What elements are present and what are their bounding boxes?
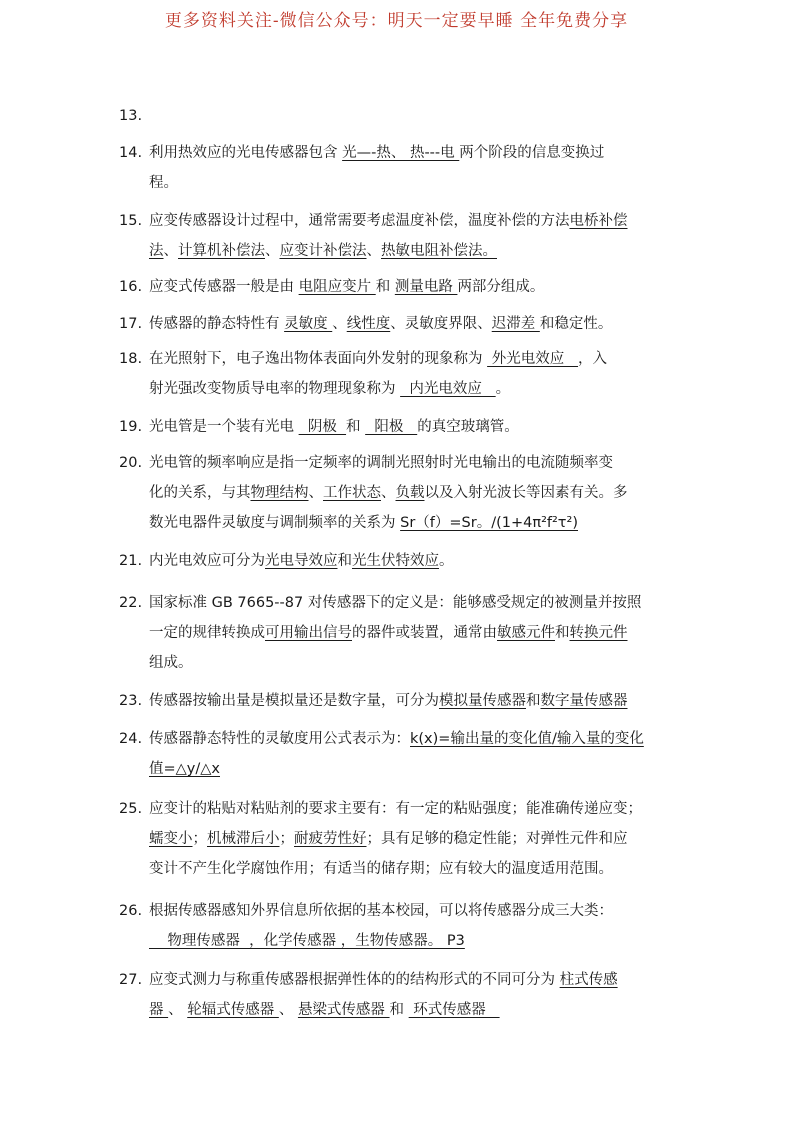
- question-number: 21.: [119, 553, 143, 569]
- question-number: 24.: [119, 731, 143, 747]
- question-item: [119, 794, 679, 884]
- answer-text: 迟滞差: [491, 316, 540, 332]
- question-number: 18.: [119, 351, 143, 367]
- question-text: 的器件或装置，通常由: [352, 625, 497, 641]
- question-line: [149, 236, 679, 266]
- question-text: 两个阶段的信息变换过: [459, 145, 605, 161]
- question-line: [119, 138, 679, 168]
- answer-text: 物理传感器 ，化学传感器 ，生物传感器。 P3: [149, 933, 465, 949]
- question-text: 两部分组成。: [457, 279, 545, 295]
- question-item: [119, 896, 679, 956]
- question-line: [149, 926, 679, 956]
- question-item: [119, 448, 679, 538]
- answer-text: 电阻应变片: [298, 279, 376, 295]
- question-text: 国家标准 GB 7665--87 对传感器下的定义是：能够感受规定的被测量并按照: [149, 595, 642, 611]
- question-text: 传感器按输出量是模拟量还是数字量，可分为: [149, 693, 439, 709]
- question-text: 和: [375, 279, 395, 295]
- question-text: 应变式测力与称重传感器根据弹性体的的结构形式的不同可分为: [149, 972, 560, 988]
- question-text: 在光照射下，电子逸出物体表面向外发射的现象称为: [149, 351, 488, 367]
- question-line: [119, 412, 679, 442]
- question-line: [119, 546, 679, 576]
- answer-text: 蠕变小: [149, 831, 193, 847]
- question-line: [149, 648, 679, 678]
- question-item: [119, 724, 679, 784]
- question-line: [149, 854, 679, 884]
- answer-text: 外光电效应: [487, 351, 579, 367]
- question-text: 一定的规律转换成: [149, 625, 265, 641]
- answer-text: 耐疲劳性好: [294, 831, 367, 847]
- question-item: [119, 206, 679, 266]
- question-text: 和稳定性。: [539, 316, 613, 332]
- question-number: 13.: [119, 108, 143, 124]
- question-text: 、: [381, 485, 396, 501]
- question-text: 光电管的频率响应是指一定频率的调制光照射时光电输出的电流随频率变: [149, 455, 613, 471]
- question-text: 利用热效应的光电传感器包含: [149, 145, 343, 161]
- question-line: [119, 965, 679, 995]
- page-header-banner: 更多资料关注-微信公众号：明天一定要早睡 全年免费分享: [164, 11, 629, 31]
- question-item: [119, 546, 679, 576]
- answer-text: 悬梁式传感器: [297, 1002, 390, 1018]
- question-text: 、灵敏度界限、: [390, 316, 492, 332]
- answer-text: 柱式传感: [559, 972, 618, 988]
- question-item: [119, 686, 679, 716]
- question-text: 组成。: [149, 655, 193, 671]
- question-number: 25.: [119, 801, 143, 817]
- answer-text: 电桥补偿: [569, 213, 628, 229]
- question-number: 19.: [119, 419, 143, 435]
- answer-text: Sr（f）=Sr。/(1+4π²f²τ²): [400, 515, 578, 531]
- answer-text: 器: [149, 1002, 169, 1018]
- answer-text: 法: [149, 243, 164, 259]
- question-text: 传感器静态特性的灵敏度用公式表示为：: [149, 731, 410, 747]
- question-text: 程。: [149, 175, 178, 191]
- answer-text: 光电导效应: [265, 553, 338, 569]
- question-text: ；: [192, 831, 207, 847]
- question-text: 和: [346, 419, 366, 435]
- answer-text: 模拟量传感器: [439, 693, 526, 709]
- question-text: 射光强改变物质导电率的物理现象称为: [149, 381, 401, 397]
- question-text: 。: [495, 381, 511, 397]
- question-line: [119, 272, 679, 302]
- answer-text: 计算机补偿法: [178, 243, 265, 259]
- answer-text: k(x)=输出量的变化值/输入量的变化: [410, 731, 644, 747]
- question-text: 应变式传感器一般是由: [149, 279, 299, 295]
- question-text: 应变传感器设计过程中，通常需要考虑温度补偿，温度补偿的方法: [149, 213, 570, 229]
- question-text: 、: [265, 243, 280, 259]
- question-text: 、: [332, 316, 347, 332]
- question-item: [119, 101, 679, 131]
- answer-text: 热敏电阻补偿法。: [381, 243, 497, 259]
- question-line: [149, 618, 679, 648]
- question-text: 根据传感器感知外界信息所依据的基本校园，可以将传感器分成三大类：: [149, 903, 613, 919]
- question-line: [119, 344, 679, 374]
- question-item: [119, 412, 679, 442]
- answer-text: 敏感元件: [497, 625, 555, 641]
- question-line: [119, 724, 679, 754]
- answer-text: 负载: [395, 485, 425, 501]
- question-line: [119, 448, 679, 478]
- question-line: [119, 588, 679, 618]
- question-text: ；: [279, 831, 294, 847]
- answer-text: 内光电效应: [400, 381, 496, 397]
- question-text: ，入: [578, 351, 608, 367]
- question-text: 光电管是一个装有光电: [149, 419, 299, 435]
- answer-text: 可用输出信号: [265, 625, 352, 641]
- question-line: [119, 896, 679, 926]
- question-line: [149, 824, 679, 854]
- question-text: 以及入射光波长等因素有关。多: [424, 485, 628, 501]
- answer-text: 数字量传感器: [540, 693, 628, 709]
- question-line: [149, 754, 679, 784]
- question-line: [119, 794, 679, 824]
- answer-text: 转换元件: [569, 625, 628, 641]
- question-item: [119, 138, 679, 198]
- question-number: 22.: [119, 595, 143, 611]
- question-number: 27.: [119, 972, 143, 988]
- question-item: [119, 309, 679, 339]
- question-item: [119, 588, 679, 678]
- question-text: 、: [366, 243, 381, 259]
- answer-text: 环式传感器: [408, 1002, 500, 1018]
- question-item: [119, 965, 679, 1025]
- question-text: 内光电效应可分为: [149, 553, 265, 569]
- question-line: [119, 309, 679, 339]
- question-line: [149, 995, 679, 1025]
- question-line: [119, 686, 679, 716]
- question-text: 化的关系，与其: [149, 485, 251, 501]
- question-line: [119, 101, 679, 131]
- question-text: ；具有足够的稳定性能；对弹性元件和应: [366, 831, 628, 847]
- question-item: [119, 344, 679, 404]
- answer-text: 阳极: [365, 419, 418, 435]
- question-text: 和: [337, 553, 352, 569]
- question-text: 、: [308, 485, 323, 501]
- answer-text: 光生伏特效应: [352, 553, 439, 569]
- question-text: 数光电器件灵敏度与调制频率的关系为: [149, 515, 401, 531]
- question-number: 14.: [119, 145, 143, 161]
- question-number: 15.: [119, 213, 143, 229]
- answer-text: 测量电路: [394, 279, 458, 295]
- answer-text: 物理结构: [250, 485, 309, 501]
- answer-text: 光—-热、 热---电: [342, 145, 460, 161]
- question-text: 和: [526, 693, 541, 709]
- question-text: 和: [555, 625, 570, 641]
- question-text: 传感器的静态特性有: [149, 316, 285, 332]
- question-text: 的真空玻璃管。: [417, 419, 519, 435]
- question-line: [149, 168, 679, 198]
- answer-text: 轮辐式传感器: [187, 1002, 279, 1018]
- question-text: 、: [168, 1002, 188, 1018]
- question-number: 20.: [119, 455, 143, 471]
- question-text: 变计不产生化学腐蚀作用；有适当的储存期；应有较大的温度适用范围。: [149, 861, 613, 877]
- answer-text: 工作状态: [323, 485, 381, 501]
- answer-text: 灵敏度: [284, 316, 333, 332]
- question-line: [149, 374, 679, 404]
- question-line: [149, 478, 679, 508]
- question-text: 、: [163, 243, 178, 259]
- answer-text: 线性度: [346, 316, 391, 332]
- answer-text: 机械滞后小: [207, 831, 280, 847]
- question-text: 和: [389, 1002, 409, 1018]
- question-line: [149, 508, 679, 538]
- question-number: 17.: [119, 316, 143, 332]
- question-text: 。: [439, 553, 454, 569]
- question-item: [119, 272, 679, 302]
- question-text: 应变计的粘贴对粘贴剂的要求主要有：有一定的粘贴强度；能准确传递应变；: [149, 801, 642, 817]
- answer-text: 值=△y/△x: [149, 761, 220, 777]
- answer-text: 应变计补偿法: [279, 243, 367, 259]
- answer-text: 阴极: [298, 419, 347, 435]
- question-text: 、: [278, 1002, 298, 1018]
- question-number: 23.: [119, 693, 143, 709]
- question-number: 16.: [119, 279, 143, 295]
- question-number: 26.: [119, 903, 143, 919]
- question-line: [119, 206, 679, 236]
